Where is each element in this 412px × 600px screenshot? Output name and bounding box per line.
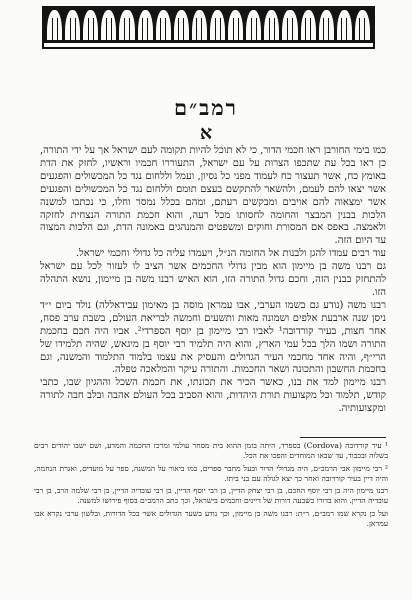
footnote: ¹ עיר קורדובה (Cordova) בספרד, היתה בזמן ההוא בית מסחר עולמי ומרכז החכמה והמדע, ושם ישבו יהודים רבים בשלוה ובכבוד, עד שבאו המוחדים והפכו את הכל. bbox=[34, 441, 388, 461]
body-paragraph: כמו בימי החורבן ראו חכמי הדור, כי לא תוכל להיות תקומה לעם ישראל אך על ידי התורה, כן ראו בכל עת שתכפו הצרות על עם ישראל, התעוררו חכמיו וראשיו, לחזק את הדת באומץ כח, אשר תעצור כח לעמוד מפני כל נסיון, ועמל וללחום נגד כל המכשולים והפגעים אשר יצאו להם לעמם, ולהשאר להתקשם בעצם תומם וללחום נגד כל המכשולים והפגעים אשר ימצאוה להם אויבים ומבקשים רעתם, ומהם בכלל נמסר וחלו, כי נכתבו למשנה הלכות בבנין המבצר והחומה לחסותו מכל רעה, והוא חכמת התורה הנצחית לחזקה ולאמצה. באפס אם המסורת וחוקים ומשפטים והמנהגים באמונה הדת, וגם הלכות המצוה עד היום הזה. bbox=[40, 145, 386, 247]
decorative-header-border bbox=[42, 6, 375, 49]
footnote: רבנו מיימון היה בן רבי יוסף החכם, בן רבי יצחק הדיין, בן רבי יוסף הדיין, בן רבי עובדיה הדיין, בן רבי שלמה הרב, בן רבי עובדיה הדיין. והוא בדורו כשבעה דורות של דיינים וחכמים בישראל, וכך כתב הרמב״ם בסוף פירושו למשנה. bbox=[34, 486, 388, 506]
body-paragraph: רבנו משה (נודע גם בשמו הערבי, אבו עמראן מוסה בן מאימון עבידאללה) נולד ביום י״ד ניסן שנה ארבעת אלפים ושמונה מאות ותשעים וחמשה לבריאת העולם, בשבת ערב פסח, אחר חצות, בעיר קורדובה¹ לאביו רבי מיימון בן יוסף הספרדי². אביו היה חכם בחכמת התורה ושמו הלך בכל עמי הארץ, והוא היה תלמיד רבי יוסף בן מיגאש, שהיה תלמידו של הרי״ף, והיה אחד מחכמי העיר הגדולים והעסיק את עצמו בלמוד התלמוד והמשנה, וגם בחכמת החשבון והתכונה ושאר החכמות. והתורה עיקר והמלאכה טפלה. bbox=[40, 299, 386, 376]
body-paragraph: גם רבנו משה בן מיימון הוא מבין גדולי החכמים אשר הציב לו לעזור לכל עם ישראל להתחזק בבנין הזה, וחכם גדול התורה הזו, הוא האיש רבנו משה בן מיימון, נושא התהלה הזו. bbox=[40, 261, 386, 298]
body-text bbox=[40, 145, 386, 433]
footnotes bbox=[34, 441, 388, 576]
arch-frieze bbox=[44, 8, 373, 42]
body-paragraph: עוד רבים עמדו להגן ולבנות אל החומה הנ״ל, ויעמדו עליה כל גדולי וחכמי ישראל. bbox=[75, 248, 386, 260]
footnote-divider bbox=[300, 437, 386, 438]
footnote: ² רבי מיימון אבי הרמב״ם, היה מגדולי הדור ובעל מחבר ספרים, כמו ביאור על המשנה, ספר על מועדים, ואגרת הנחמה, והיה דיין בעיר קורדובה ואחר כך יצא לגולה עם בני ביתו. bbox=[34, 463, 388, 483]
footnote: ועל כן נקרא שמו רמב״ם, ר״ת: רבנו משה בן מיימון, וכך נודע בשער הגדולים אשר בכל הדורות, ובלשון ערבי נקרא אבו עמראן. bbox=[34, 508, 388, 529]
body-paragraph: רבנו מיימון למד את בנו, כאשר הכיר את תכונתו, את חכמת השכל וההגיון שבו, כתבי קודש, תלמוד וכל מקצועות תורת היהדות, והוא הסביב בכל העולם אהבה ובלב חבה לתורה ומקצועותיה. bbox=[40, 377, 386, 415]
chapter-title: רמב״ם bbox=[174, 95, 238, 120]
chapter-number: א bbox=[199, 122, 213, 144]
